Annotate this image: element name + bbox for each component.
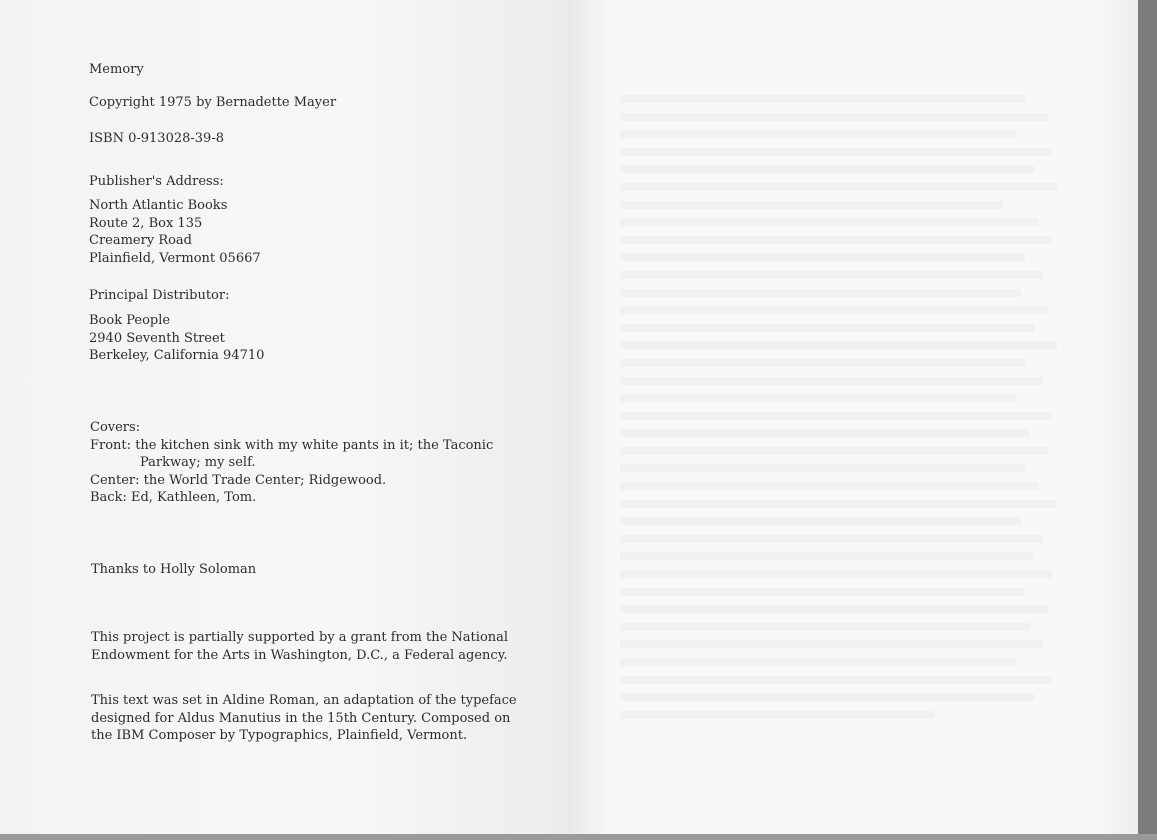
covers-section [90,419,493,507]
covers-front-continued: Parkway; my self. [140,455,256,470]
covers-heading: Covers: [90,420,141,435]
publisher-line: North Atlantic Books [89,198,228,213]
covers-center-value: the World Trade Center; Ridgewood. [143,472,387,488]
publisher-heading: Publisher's Address: [89,174,224,189]
copyright-line: Copyright 1975 by Bernadette Mayer [89,95,337,110]
covers-front [90,437,493,455]
covers-front-label: Front: [90,437,132,453]
typeface-line: the IBM Composer by Typographics, Plainfield, Vermont. [91,728,468,743]
thanks-line: Thanks to Holly Soloman [91,562,257,577]
page-edge-bottom [0,834,1157,840]
grant-line: This project is partially supported by a grant from the National [91,630,509,645]
typeface-line: designed for Aldus Manutius in the 15th Century. Composed on [91,710,511,726]
publisher-line: Plainfield, Vermont 05667 [89,250,261,266]
covers-back-value: Ed, Kathleen, Tom. [130,490,257,505]
publisher-line: Creamery Road [89,233,193,248]
covers-center-label: Center: [90,472,140,488]
covers-center [90,472,493,490]
grant-line: Endowment for the Arts in Washington, D.C., a Federal agency. [91,647,508,663]
typeface-line: This text was set in Aldine Roman, an adaptation of the typeface [91,693,517,708]
page-edge-right [1138,0,1157,840]
distributor-line: Book People [89,313,171,328]
typeface-statement [91,692,517,745]
covers-back [90,489,493,507]
distributor-address [89,312,264,365]
bleed-through-text [620,95,1070,728]
covers-front-value-1: the kitchen sink with my white pants in it; the Taconic [135,437,494,453]
distributor-line: 2940 Seventh Street [89,330,225,346]
distributor-line: Berkeley, California 94710 [89,348,265,363]
book-title: Memory [89,62,144,77]
publisher-address [89,197,261,267]
distributor-heading: Principal Distributor: [89,288,230,303]
isbn-line: ISBN 0-913028-39-8 [89,131,224,146]
grant-statement [91,629,508,664]
publisher-line: Route 2, Box 135 [89,215,203,231]
covers-back-label: Back: [90,490,127,505]
